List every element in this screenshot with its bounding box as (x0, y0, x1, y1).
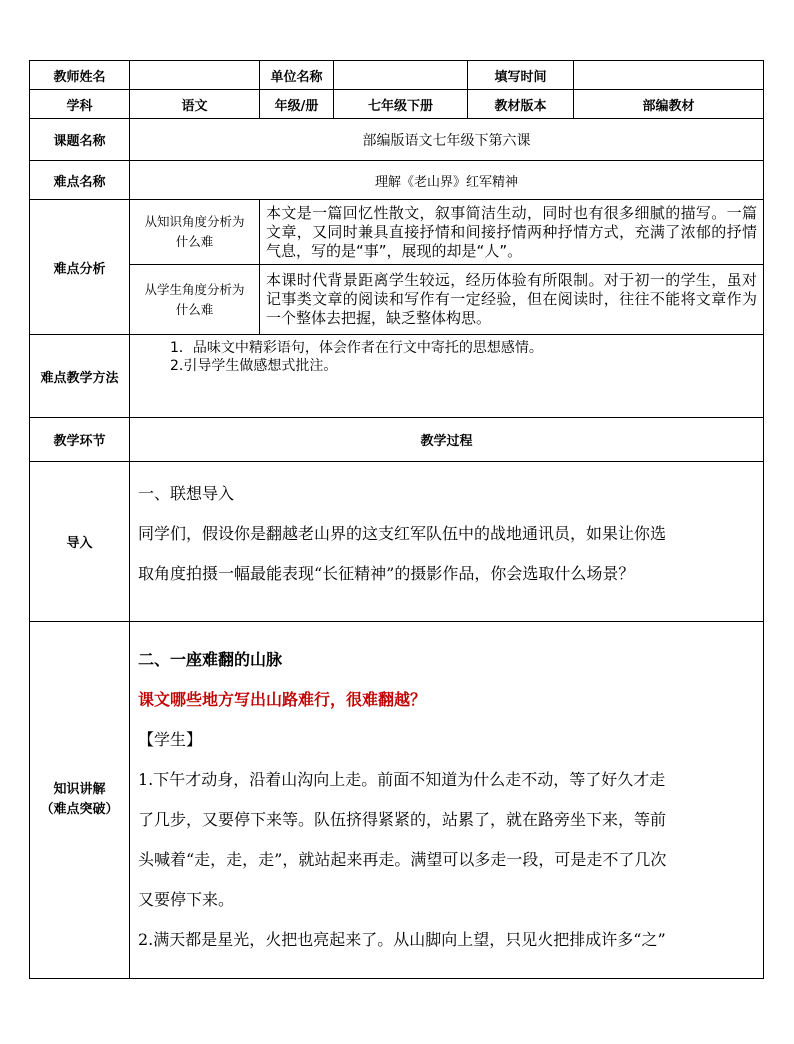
process-header-row (30, 418, 764, 462)
teaching-stage-label: 教学环节 (30, 418, 130, 462)
header-row-1 (30, 61, 764, 90)
intro-line-2: 取角度拍摄一幅最能表现“长征精神”的摄影作品，你会选取什么场景？ (138, 564, 635, 583)
fill-date-label: 填写时间 (468, 61, 574, 90)
topic-label: 课题名称 (30, 119, 130, 161)
subject-value: 语文 (130, 90, 260, 119)
method-label: 难点教学方法 (30, 335, 130, 418)
student-angle-label (130, 265, 260, 335)
edition-value: 部编教材 (574, 90, 764, 119)
method-row (30, 335, 764, 418)
grade-label: 年级/册 (260, 90, 334, 119)
unit-name-value[interactable] (334, 61, 468, 90)
method-item-2: 2.引导学生做感想式批注。 (170, 358, 338, 374)
teacher-name-label: 教师姓名 (30, 61, 130, 90)
teacher-name-value[interactable] (130, 61, 260, 90)
method-list (130, 335, 764, 418)
student-angle-label-line1: 从学生角度分析为 (144, 281, 245, 297)
lesson-plan-page (29, 60, 763, 978)
knowledge-row (30, 622, 764, 979)
student-angle-label-line2: 什么难 (175, 301, 214, 317)
lesson-plan-table (29, 60, 764, 979)
answer-1-line-2: 了几步，又要停下来等。队伍挤得紧紧的，站累了，就在路旁坐下来，等前 (138, 810, 667, 829)
intro-line-1: 同学们，假设你是翻越老山界的这支红军队伍中的战地通讯员，如果让你选 (138, 524, 667, 543)
answer-1-line-3: 头喊着“走，走，走”，就站起来再走。满望可以多走一段，可是走不了几次 (138, 850, 667, 869)
knowledge-label-line2: （难点突破） (40, 802, 119, 817)
intro-label: 导入 (30, 462, 130, 622)
teaching-process-label: 教学过程 (130, 418, 764, 462)
analysis-student-row (30, 265, 764, 335)
intro-row (30, 462, 764, 622)
header-row-2 (30, 90, 764, 119)
knowledge-angle-label (130, 200, 260, 265)
knowledge-angle-label-line2: 什么难 (175, 234, 214, 249)
knowledge-angle-text: 本文是一篇回忆性散文，叙事简洁生动，同时也有很多细腻的描写。一篇文章，又同时兼具直接抒情和间接抒情两种抒情方式，充满了浓郁的抒情气息，写的是“事”，展现的却是“人”。 (260, 200, 764, 265)
knowledge-heading: 二、一座难翻的山脉 (138, 650, 283, 669)
analysis-knowledge-row (30, 200, 764, 265)
method-item-1: 1．品味文中精彩语句，体会作者在行文中寄托的思想感情。 (170, 340, 543, 356)
analysis-label: 难点分析 (30, 200, 130, 335)
knowledge-content (130, 622, 764, 979)
answer-2-line-1: 2.满天都是星光，火把也亮起来了。从山脚向上望，只见火把排成许多“之” (138, 930, 666, 949)
difficulty-label: 难点名称 (30, 161, 130, 200)
grade-value: 七年级下册 (334, 90, 468, 119)
unit-name-label: 单位名称 (260, 61, 334, 90)
knowledge-angle-label-line1: 从知识角度分析为 (144, 214, 245, 229)
difficulty-row (30, 161, 764, 200)
difficulty-value: 理解《老山界》红军精神 (130, 161, 764, 200)
knowledge-label-line1: 知识讲解 (53, 782, 106, 797)
knowledge-question: 课文哪些地方写出山路难行，很难翻越？ (138, 690, 427, 709)
student-tag: 【学生】 (138, 730, 203, 749)
answer-1-line-1: 1.下午才动身，沿着山沟向上走。前面不知道为什么走不动，等了好久才走 (138, 770, 666, 789)
fill-date-value[interactable] (574, 61, 764, 90)
topic-value: 部编版语文七年级下第六课 (130, 119, 764, 161)
edition-label: 教材版本 (468, 90, 574, 119)
knowledge-label (30, 622, 130, 979)
intro-heading: 一、联想导入 (138, 484, 235, 503)
answer-1-line-4: 又要停下来。 (138, 890, 235, 909)
topic-row (30, 119, 764, 161)
intro-content (130, 462, 764, 622)
student-angle-text: 本课时代背景距离学生较远，经历体验有所限制。对于初一的学生，虽对记事类文章的阅读和写作有一定经验，但在阅读时，往往不能将文章作为一个整体去把握，缺乏整体构思。 (260, 265, 764, 335)
subject-label: 学科 (30, 90, 130, 119)
